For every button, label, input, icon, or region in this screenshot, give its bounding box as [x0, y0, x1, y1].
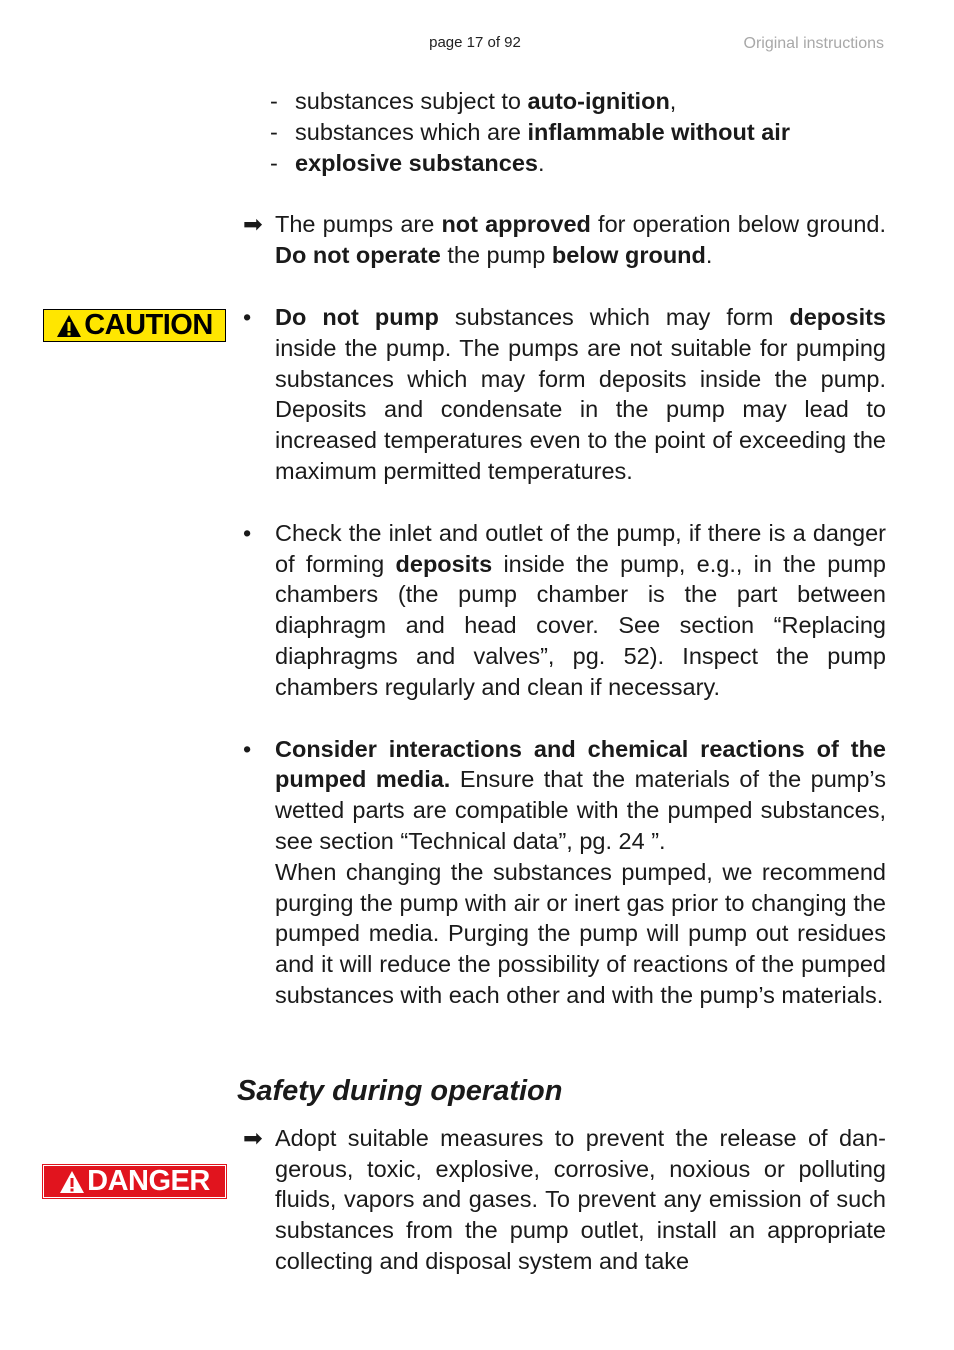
- item-bold-text: inflammable without air: [527, 118, 790, 145]
- bullet-text: When changing the substances pumped, we recommend purging the pump with air or inert gas prior to changing the pumped media. Purging the pump will pump out residues and it will reduce the possibility of reactions of the pumped substances with each other and with the pump’s materials.: [275, 858, 886, 1008]
- note-text: for operation below ground.: [590, 211, 886, 238]
- item-bold-text: explosive substances: [295, 149, 538, 176]
- item-text: substances subject to: [295, 88, 528, 114]
- bullet-marker: •: [243, 735, 252, 762]
- danger-label: DANGER: [87, 1165, 210, 1197]
- bullet-marker: •: [243, 519, 252, 546]
- page-body: [237, 86, 886, 1277]
- list-item: [270, 117, 886, 148]
- bullet-item: [243, 302, 886, 487]
- bullet-marker: •: [243, 303, 252, 330]
- bullet-text: inside the pump. The pumps are not suitable for pumping substances which may form deposits inside the pump. Deposits and condensate in the pump may lead to increased temperatures even to the point of exceeding the maximum permitted temperatures.: [275, 334, 886, 484]
- bullet-bold-text: deposits: [789, 303, 886, 330]
- caution-badge: [43, 309, 226, 342]
- item-text: substances which are: [295, 118, 528, 145]
- bullet-bold-text: Consider interactions and chemical reactions of the pumped media.: [275, 735, 886, 793]
- warning-triangle-icon: [59, 1170, 85, 1194]
- bullet-item: [243, 734, 886, 1011]
- item-text: .: [537, 149, 545, 176]
- caution-label: CAUTION: [84, 309, 213, 341]
- bullet-bold-text: Do not pump: [275, 303, 439, 330]
- arrow-right-icon: ➡: [243, 211, 263, 238]
- note-text: the pump: [440, 242, 552, 269]
- page-header-doc-title: Original instructions: [743, 35, 884, 52]
- section-heading: Safety during operation: [237, 1074, 563, 1107]
- bullet-text: substances which may form: [438, 303, 790, 330]
- bullet-text: Ensure that the materials of the pump’s wetted parts are compatible with the pumped substances, see section “Technical data”, pg. 24 ”.: [275, 766, 886, 854]
- note-text: The pumps are: [275, 211, 442, 238]
- page-header-number: page 17 of 92: [429, 34, 521, 51]
- note-bold-text: below ground: [551, 242, 706, 269]
- note-bold-text: not approved: [441, 211, 591, 238]
- note-text: .: [705, 242, 713, 269]
- note-bold-text: Do not operate: [275, 242, 441, 269]
- instruction-note: [243, 209, 886, 271]
- dash-marker: -: [270, 88, 278, 114]
- note-text: Adopt suitable measures to prevent the release of dangerous, toxic, explosive, corrosive, noxious or polluting fluids, vapors and gases. To prevent any emission of such substances from the pump outlet, install an appropriate collecting and disposal system and take: [275, 1124, 886, 1274]
- list-item: [270, 148, 886, 179]
- bullet-text: Check the inlet and outlet of the pump, if there is a danger of forming: [275, 519, 886, 577]
- bullet-text: inside the pump, e.g., in the pump chambers (the pump chamber is the part between diaphragm and head cover. See section “Replacing diaphragms and valves”, pg. 52). Inspect the pump chambers regularly and clean if necessary.: [275, 550, 886, 700]
- instruction-note: [243, 1123, 886, 1277]
- dash-marker: -: [270, 149, 278, 176]
- bullet-bold-text: deposits: [395, 550, 493, 577]
- dash-marker: -: [270, 118, 278, 145]
- item-bold-text: auto-ignition: [527, 88, 670, 114]
- list-item: [270, 86, 886, 117]
- bullet-item: [243, 518, 886, 703]
- item-text: ,: [669, 88, 677, 114]
- arrow-right-icon: ➡: [243, 1124, 263, 1151]
- warning-triangle-icon: [56, 314, 82, 338]
- danger-badge: [43, 1165, 226, 1198]
